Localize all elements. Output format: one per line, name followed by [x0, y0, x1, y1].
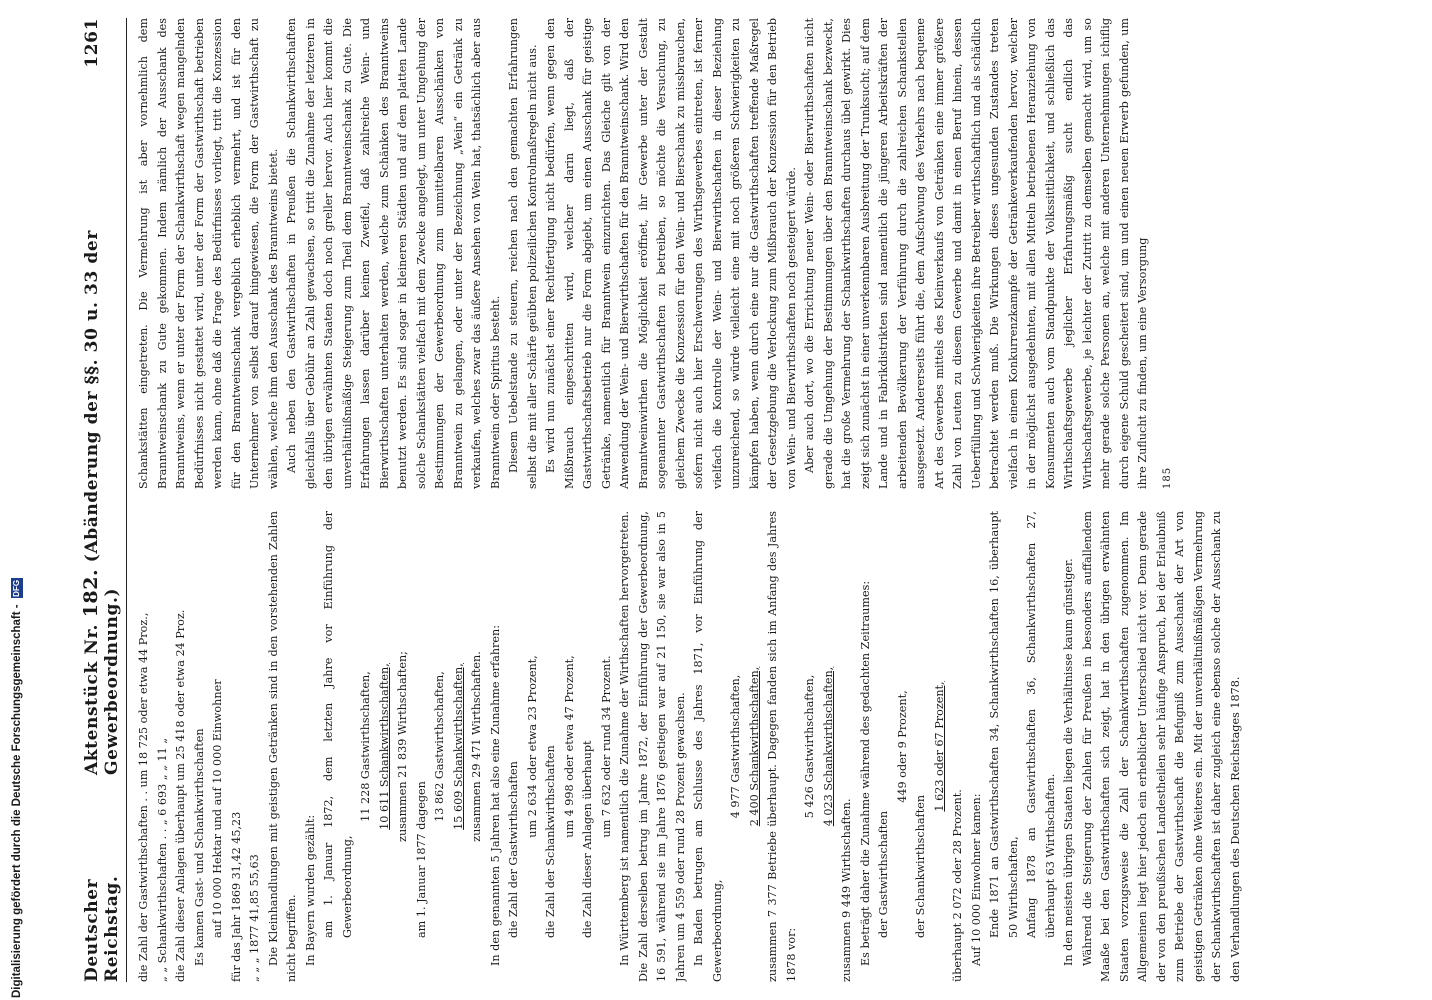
document-page [58, 0, 1410, 1000]
paragraph: 11 228 Gastwirthschaften, [359, 671, 372, 822]
paragraph: In Baden betrugen am Schlusse des Jahres 1871, vor Einführung der Gewerbeordnung, [692, 511, 724, 982]
paragraph: Ende 1871 an Gastwirthschaften 34, Schankwirthschaften 16, überhaupt 50 Wirthschaften, [988, 511, 1020, 938]
paragraph: Es wird nun zunächst einer Rechtfertigung nicht bedürfen, wenn gegen den Mißbrauch eingeschritten wird, welcher darin liegt, daß der Gastwirthschaftsbetrieb nur die Form abgiebt, um einen Ausschank für geistige Getränke, namentlich für Branntwein einzurichten. Das Gleiche gilt von der Anwendung der Wein- und Bierwirthschaften für den Branntweinschank. Wird den Branntweinwirthen die Möglichkeit eröffnet, ihr Gewerbe unter der Gestalt sogenannter Gastwirthschaften zu betreiben, so möchte die Versuchung, zu gleichem Zwecke die Konzession für den Wein- und Bierschank zu missbrauchen, sofern nicht auch hier Erschwerungen des Wirthsgewerbes eintreten, ist ferner vielfach die Kontrolle der Wein- und Bierwirthschaften in dieser Beziehung unzureichend, so würde vielleicht eine mit noch größeren Schwierigkeiten zu kämpfen haben, wenn durch eine nur die Gastwirthschaften treffende Maßregel der Gesetzgebung die Verlockung zum Mißbrauch der Konzession für den Betrieb von Wein- und Bierwirthschaften noch gesteigert würde. [544, 18, 798, 489]
page-number: 1261 [82, 18, 102, 68]
paragraph: In Württemberg ist namentlich die Zunahme der Wirthschaften hervorgetreten. Die Zahl derselben betrug im Jahre 1872, der Einführung der Gewerbeordnung, 16 591, während sie im Jahre 1876 gestiegen war auf 21 150, sie war also in 5 Jahren um 4 559 oder rund 28 Prozent gewachsen. [618, 511, 687, 982]
paragraph: Die Kleinhandlungen mit geistigen Getränken sind in den vorstehenden Zahlen nicht begriffen. [266, 511, 298, 982]
digitization-credit [6, 0, 28, 1000]
paragraph: Aber auch dort, wo die Errichtung neuer Wein- oder Bierwirthschaften nicht gerade die Umgehung der Bestimmungen über den Branntweinschank bezweckt, hat die große Vermehrung der Schankwirthschaften durchaus übel gewirkt. Dies zeigt sich zunächst in einer unverkennbaren Ausbreitung der Trunksucht; auf dem Lande und in Fabrikdistrikten sind namentlich die jüngeren Arbeitskräften der arbeitenden Bevölkerung der Verführung durch die zahlreichen Schankstellen ausgesetzt. Andererseits führt die, dem Aufschwung des Verkehrs nach bequeme Art des Gewerbes mittels des Kleinverkaufs von Getränken eine immer größere Zahl von Leuten zu diesem Gewerbe und damit in einen Beruf hinein, dessen Ueberfüllung und Schwierigkeiten ihre Betreiber wirthschaftlich und als schädlich betrachtet werden muß. Die Wirkungen dieses ungesunden Zustandes treten vielfach in einem Konkurrenzkampfe der Getränkeverkaufenden hervor, welcher in der möglichst ausgedehnten, mit allen Mitteln betriebenen Heranziehung von Konsumenten auch vom Standpunkte der Volkssittlichkeit, und schließlich das Wirthschaftsgewerbe jeglicher Erfahrungsmäßig sucht endlich das Wirthschaftsgewerbe, je leichter der Zutritt zu demselben gemacht wird, um so mehr gerade solche Personen an, welche mit anderen Unternehmungen ichiflig durch eigene Schuld gescheitert sind, um und einen neuen Erwerb gefunden, um ihre Zuflucht zu finden, um eine Versorgung [803, 18, 1149, 489]
left-column [135, 511, 1397, 982]
paragraph: auf 10 000 Hektar und auf 10 000 Einwohner [211, 679, 224, 938]
paragraph: die Zahl der Gastwirthschaften [507, 761, 520, 938]
paragraph: am 1. Januar 1877 dagegen [414, 781, 428, 938]
paragraph: 4 977 Gastwirthschaften, [729, 674, 742, 819]
paragraph: der Gastwirthschaften [877, 810, 890, 938]
paragraph: Anfang 1878 an Gastwirthschaften 36, Schankwirthschaften 27, überhaupt 63 Wirthschaften. [1025, 511, 1057, 938]
paragraph: für das Jahr 1869 31,42 45,23 [229, 811, 243, 982]
paragraph: In den meisten übrigen Staaten liegen die Verhältnisse kaum günstiger. [1062, 558, 1075, 966]
paragraph: die Zahl dieser Anlagen überhaupt um 25 418 oder etwa 24 Proz. [174, 609, 187, 982]
paragraph: um 4 998 oder etwa 47 Prozent, [562, 655, 576, 838]
paragraph: In den genannten 5 Jahren hat also eine Zunahme erfahren: [488, 625, 502, 966]
paragraph: Auch neben den Gastwirthschaften in Preußen die Schankwirthschaften gleichfalls über Gebühr an Zahl gewachsen, so tritt die Zunahme der letzteren in den übrigen erwähnten Staaten doch noch greller hervor. Auch hier kommt die unverhältnißmäßige Steigerung zum Theil dem Branntweinschank zu Gute. Die Erfahrungen lassen darüber keinen Zweifel, daß zahlreiche Wein- und Bierwirthschaften unterhalten werden, welche zum Schänken des Branntweins benutzt werden. Es sind sogar in kleineren Städten und auf dem platten Lande solche Schankstätten vielfach mit dem Zwecke angelegt, um unter Umgehung der Bestimmungen der Gewerbeordnung zum unmittelbaren Ausschänken von Branntwein zu gelangen, oder unter der Bezeichnung „Wein“ ein Getränk zu verkaufen, welches zwar das äußere Ansehen von Wein hat, thatsächlich aber aus Branntwein oder Spiritus besteht. [285, 18, 502, 489]
dfg-logo: DFG [12, 579, 21, 597]
paragraph: Schankstätten eingetreten. Die Vermehrung ist aber vornehmlich dem Branntweinschank zu Gute gekommen. Indem nämlich der Ausschank des Branntweins, wenn er unter der Form der Schankwirthschaft wegen mangelnden Bedürfnisses nicht gestattet wird, unter der Form der Gastwirthschaft betrieben werden kann, ohne daß die Frage des Bedürfnisses vorliegt, tritt die Konzession für den Branntweinschank vergeblich erheblich vermehrt, und ist für den Unternehmer von selbst darauf hingewiesen, die Form der Gastwirthschaft zu wählen, welche ihm den Ausschank des Branntweins bietet. [137, 18, 280, 489]
paragraph: Während die Steigerung der Zahlen für Preußen in besonders auffallendem Maaße bei den Gastwirthschaften sich zeigt, hat in den übrigen erwähnten Staaten vorzugsweise die Zahl der Schankwirthschaften zugenommen. Im Allgemeinen liegt hier jedoch ein erheblicher Unterschied nicht vor. Denn gerade der von den preußischen Landestheilen sehr häufige Anspruch, bei der Erlaubniß zum Betriebe der Gastwirthschaft die Befugniß zum Ausschank der Art von geistigen Getränken ohne Weiteres ein. Mit der unverhältnißmäßigen Vermehrung der Schankwirthschaften ist daher zugleich eine ebenso solche der Ausschank zu den Verhandlungen des Deutschen Reichstages 1878. [1080, 511, 1242, 982]
paragraph: Es kamen Gast- und Schankwirthschaften [192, 728, 206, 966]
paragraph: zusammen 29 471 Wirthschaften. [470, 651, 483, 842]
paragraph: In Bayern wurden gezählt: [303, 814, 317, 966]
page-header [80, 18, 127, 982]
paragraph: um 7 632 oder rund 34 Prozent. [599, 655, 613, 838]
header-prefix: Aktenstück Nr. [82, 623, 102, 776]
paragraph: die Zahl der Schankwirthschaften [544, 745, 557, 938]
header-number: 182. [80, 568, 102, 618]
credit-text: Digitalisierung gefördert durch die Deutsche Forschungsgemeinschaft - [11, 604, 23, 998]
paragraph: 449 oder 9 Prozent, [895, 690, 909, 803]
paragraph: die Zahl dieser Anlagen überhaupt [581, 740, 594, 938]
header-document-reference [80, 68, 122, 775]
paragraph: am 1. Januar 1872, dem letzten Jahre vor Einführung der Gewerbeordnung, [322, 511, 354, 938]
paragraph: 1 623 oder 67 Prozent, [932, 681, 946, 812]
paragraph: 185 [1161, 466, 1173, 489]
paragraph: Diesem Uebelstande zu steuern, reichen nach den gemachten Erfahrungen selbst die mit aller Schärfe geübten polizeilichen Kontrolmaßregeln nicht aus. [507, 18, 539, 489]
text-columns [135, 18, 1397, 982]
paragraph: 10 611 Schankwirthschaften, [377, 663, 391, 830]
paragraph: zusammen 21 839 Wirthschaften; [396, 651, 409, 842]
paragraph: 4 023 Schankwirthschaften, [821, 666, 835, 827]
paragraph: Es beträgt daher die Zunahme während des gedachten Zeitraumes: [858, 580, 872, 966]
paragraph: 13 862 Gastwirthschaften, [433, 671, 446, 822]
right-column [135, 18, 1397, 489]
header-subject: (Abänderung der §§. 30 u. 33 der Gewerbeordnung.) [82, 230, 122, 776]
paragraph: Auf 10 000 Einwohner kamen: [969, 793, 983, 966]
paragraph: zusammen 7 377 Betriebe überhaupt. Dagegen fanden sich im Anfang des Jahres 1878 vor: [766, 511, 798, 982]
paragraph: „ „ Schankwirthschaften . . „ 6 693 „ „ 11 „ [155, 737, 169, 982]
paragraph: 15 609 Schankwirthschaften, [451, 663, 465, 830]
paragraph: der Schankwirthschaften [914, 794, 927, 938]
paragraph: 2 400 Schankwirthschaften, [747, 666, 761, 827]
paragraph: um 2 634 oder etwa 23 Prozent, [525, 655, 539, 838]
paragraph: 5 426 Gastwirthschaften, [803, 674, 816, 819]
header-title: Deutscher Reichstag. [82, 875, 122, 982]
paragraph: zusammen 9 449 Wirthschaften. [840, 798, 853, 982]
paragraph: „ „ „ 1877 41,85 55,63 [248, 854, 261, 982]
paragraph: die Zahl der Gastwirthschaften . . um 18 725 oder etwa 44 Proz., [137, 612, 150, 982]
paragraph: überhaupt 2 072 oder 28 Prozent. [951, 789, 964, 982]
